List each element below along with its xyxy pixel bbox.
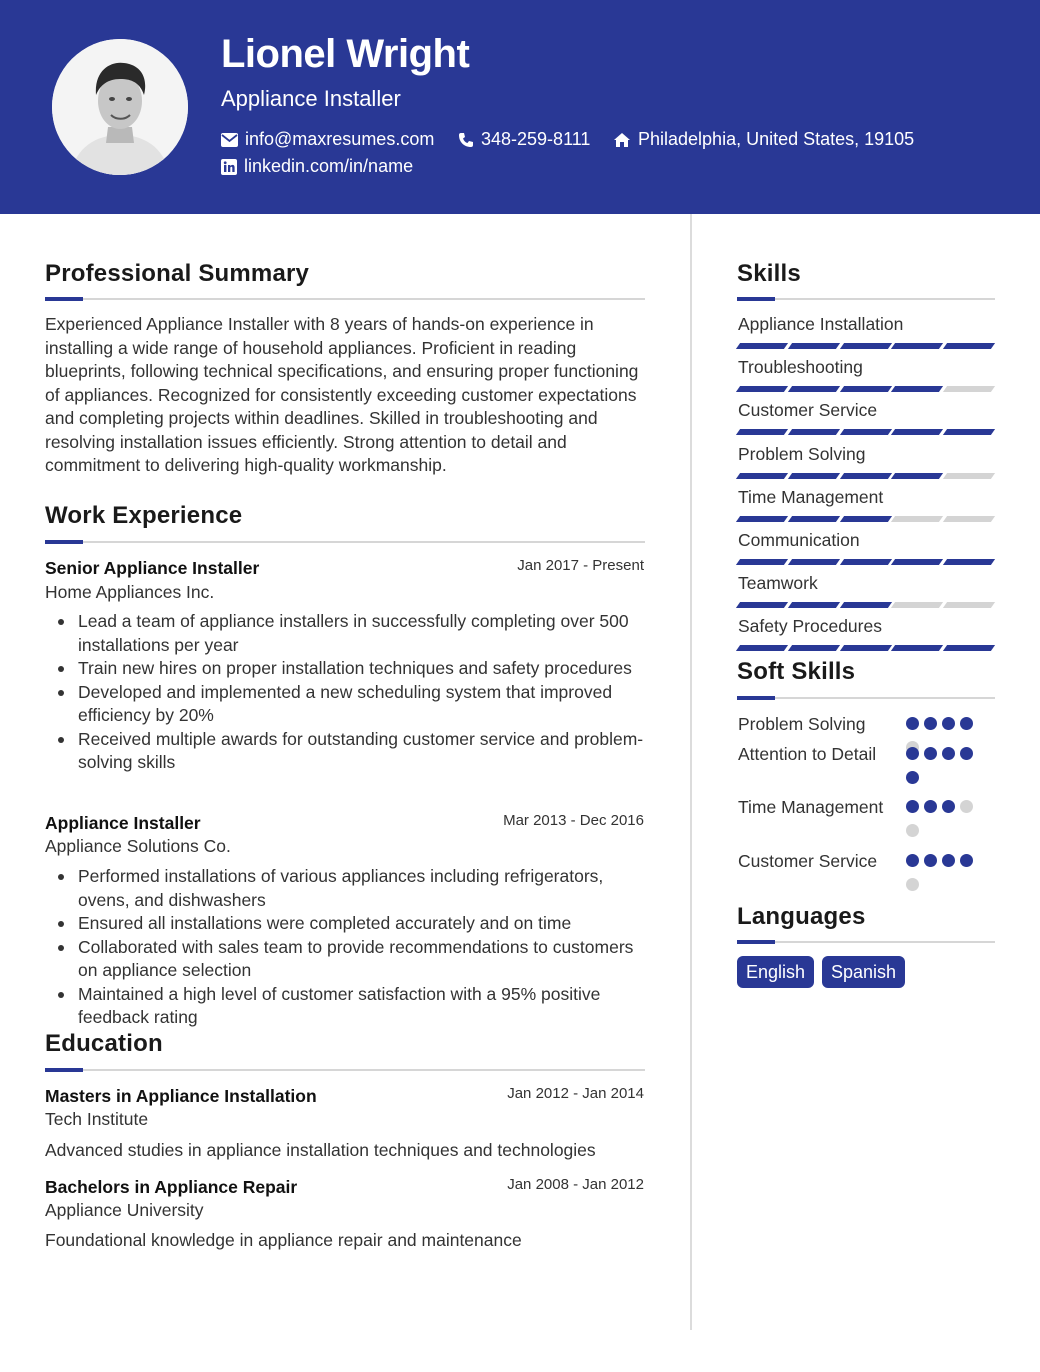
- skill-level-segment: [943, 645, 995, 651]
- skill-level-segment: [788, 386, 840, 392]
- skill-level-segment: [839, 429, 891, 435]
- skill-level-segment: [891, 473, 943, 479]
- summary-rule: [45, 298, 645, 300]
- column-divider: [690, 214, 692, 1330]
- education-heading: Education: [45, 1030, 163, 1057]
- linkedin-text[interactable]: linkedin.com/in/name: [244, 156, 414, 176]
- skill-level-segment: [788, 343, 840, 349]
- email-contact[interactable]: [221, 129, 434, 150]
- skill-level-segment: [943, 516, 995, 522]
- location-contact: [613, 129, 914, 150]
- rating-dot: [906, 747, 919, 760]
- skill-level-bar: [738, 559, 993, 565]
- rating-dot: [906, 717, 919, 730]
- job-title: Senior Appliance Installer: [45, 558, 260, 578]
- skill-level-segment: [736, 429, 788, 435]
- skill-level-segment: [736, 516, 788, 522]
- skills-heading: Skills: [737, 260, 801, 287]
- email-text[interactable]: info@maxresumes.com: [245, 129, 435, 149]
- skill-level-segment: [736, 602, 788, 608]
- rating-dot: [906, 854, 919, 867]
- soft-skill-name: Attention to Detail: [738, 744, 877, 764]
- candidate-name: Lionel Wright: [221, 32, 470, 76]
- skill-level-bar: [738, 645, 993, 651]
- soft-skills-heading: Soft Skills: [737, 658, 856, 685]
- languages-heading: Languages: [737, 903, 866, 930]
- list-item: Performed installations of various appliances including refrigerators, ovens, and dishwashers: [45, 865, 645, 912]
- degree-title: Bachelors in Appliance Repair: [45, 1177, 298, 1197]
- skill-level-segment: [943, 343, 995, 349]
- skill-level-segment: [839, 645, 891, 651]
- languages-rule: [737, 941, 995, 943]
- degree-dates: Jan 2012 - Jan 2014: [507, 1085, 644, 1102]
- skill-level-segment: [736, 343, 788, 349]
- experience-accent: [45, 540, 83, 544]
- soft-skills-rule: [737, 697, 995, 699]
- rating-dot: [960, 747, 973, 760]
- school-name: Appliance University: [45, 1200, 204, 1220]
- header-banner: [0, 0, 1040, 214]
- linkedin-icon: [221, 159, 237, 175]
- list-item: Train new hires on proper installation techniques and safety procedures: [45, 657, 645, 681]
- list-item: Received multiple awards for outstanding customer service and problem-solving skills: [45, 728, 645, 775]
- soft-skill-rating: [906, 747, 978, 784]
- job-dates: Mar 2013 - Dec 2016: [503, 812, 644, 829]
- skill-level-segment: [788, 602, 840, 608]
- rating-dot: [942, 800, 955, 813]
- skill-level-segment: [736, 645, 788, 651]
- degree-description: Advanced studies in appliance installation techniques and technologies: [45, 1140, 596, 1160]
- soft-skill-name: Time Management: [738, 797, 884, 817]
- skill-level-segment: [839, 516, 891, 522]
- linkedin-contact[interactable]: [221, 156, 413, 177]
- list-item: Developed and implemented a new scheduling system that improved efficiency by 20%: [45, 681, 645, 728]
- rating-dot: [942, 717, 955, 730]
- languages-accent: [737, 940, 775, 944]
- language-tag: Spanish: [822, 956, 905, 988]
- skill-level-segment: [943, 473, 995, 479]
- soft-skill-name: Problem Solving: [738, 714, 866, 734]
- skill-name: Safety Procedures: [738, 616, 882, 637]
- school-name: Tech Institute: [45, 1109, 149, 1129]
- soft-skill-rating: [906, 800, 978, 837]
- skill-level-bar: [738, 516, 993, 522]
- skill-level-segment: [736, 559, 788, 565]
- job-company: Home Appliances Inc.: [45, 582, 215, 602]
- language-tag: English: [737, 956, 814, 988]
- rating-dot: [924, 800, 937, 813]
- education-accent: [45, 1068, 83, 1072]
- rating-dot: [924, 854, 937, 867]
- skill-level-segment: [839, 473, 891, 479]
- soft-skill-name: Customer Service: [738, 851, 878, 871]
- skill-level-segment: [891, 516, 943, 522]
- education-rule: [45, 1069, 645, 1071]
- skill-level-segment: [891, 343, 943, 349]
- rating-dot: [906, 878, 919, 891]
- summary-heading: Professional Summary: [45, 260, 310, 287]
- skill-level-segment: [788, 645, 840, 651]
- skill-level-bar: [738, 473, 993, 479]
- degree-description: Foundational knowledge in appliance repair and maintenance: [45, 1230, 522, 1250]
- job-bullets: [45, 865, 645, 1030]
- list-item: Maintained a high level of customer satisfaction with a 95% positive feedback rating: [45, 983, 645, 1030]
- skill-level-segment: [788, 429, 840, 435]
- skills-accent: [737, 297, 775, 301]
- skill-level-segment: [736, 473, 788, 479]
- skill-name: Problem Solving: [738, 443, 866, 464]
- skill-name: Communication: [738, 530, 860, 550]
- location-text: Philadelphia, United States, 19105: [638, 129, 915, 149]
- degree-title: Masters in Appliance Installation: [45, 1086, 317, 1106]
- soft-skill-rating: [906, 854, 978, 891]
- skill-level-segment: [943, 559, 995, 565]
- skill-level-segment: [943, 602, 995, 608]
- job-title: Appliance Installer: [45, 813, 201, 833]
- rating-dot: [906, 800, 919, 813]
- phone-text[interactable]: 348-259-8111: [481, 129, 591, 149]
- skill-level-segment: [839, 343, 891, 349]
- degree-dates: Jan 2008 - Jan 2012: [507, 1176, 644, 1193]
- rating-dot: [906, 771, 919, 784]
- candidate-title: Appliance Installer: [221, 86, 401, 111]
- skill-level-segment: [839, 559, 891, 565]
- skill-level-segment: [839, 602, 891, 608]
- job-bullets: [45, 610, 645, 775]
- list-item: Lead a team of appliance installers in successfully completing over 500 installations per year: [45, 610, 645, 657]
- soft-skills-accent: [737, 696, 775, 700]
- rating-dot: [924, 747, 937, 760]
- envelope-icon: [221, 133, 238, 147]
- profile-photo: [52, 39, 188, 175]
- skill-level-segment: [788, 473, 840, 479]
- list-item: Collaborated with sales team to provide recommendations to customers on appliance selection: [45, 936, 645, 983]
- job-dates: Jan 2017 - Present: [517, 557, 644, 574]
- skill-level-segment: [736, 386, 788, 392]
- skill-level-segment: [839, 386, 891, 392]
- summary-accent: [45, 297, 83, 301]
- job-company: Appliance Solutions Co.: [45, 836, 231, 856]
- skill-name: Customer Service: [738, 400, 878, 421]
- skill-name: Teamwork: [738, 573, 818, 594]
- skill-level-bar: [738, 602, 993, 608]
- skill-level-segment: [943, 386, 995, 392]
- home-icon: [613, 132, 631, 148]
- skill-level-segment: [891, 645, 943, 651]
- phone-contact[interactable]: [458, 129, 590, 150]
- rating-dot: [906, 824, 919, 837]
- skill-level-segment: [891, 559, 943, 565]
- experience-heading: Work Experience: [45, 502, 243, 529]
- skill-level-segment: [891, 429, 943, 435]
- skill-level-segment: [891, 386, 943, 392]
- experience-rule: [45, 541, 645, 543]
- rating-dot: [942, 747, 955, 760]
- skill-name: Time Management: [738, 486, 884, 507]
- rating-dot: [924, 717, 937, 730]
- skill-level-segment: [891, 602, 943, 608]
- rating-dot: [960, 717, 973, 730]
- rating-dot: [960, 800, 973, 813]
- skills-rule: [737, 298, 995, 300]
- rating-dot: [960, 854, 973, 867]
- skill-level-bar: [738, 386, 993, 392]
- skill-level-bar: [738, 343, 993, 349]
- summary-text: Experienced Appliance Installer with 8 years of hands-on experience in installing a wide range of household appliances. Proficient in reading blueprints, following technical specifications, and ensuring proper functioning of appliances. Recognized for consistently exceeding customer expectations and completing projects within deadlines. Skilled in troubleshooting and resolving installation issues efficiently. Strong attention to detail and commitment to delivering high-quality workmanship.: [45, 314, 639, 475]
- phone-icon: [458, 132, 474, 148]
- skill-level-segment: [788, 559, 840, 565]
- skill-name: Appliance Installation: [738, 314, 904, 334]
- list-item: Ensured all installations were completed accurately and on time: [45, 912, 645, 936]
- skill-name: Troubleshooting: [738, 357, 863, 378]
- skill-level-bar: [738, 429, 993, 435]
- rating-dot: [942, 854, 955, 867]
- skill-level-segment: [788, 516, 840, 522]
- skill-level-segment: [943, 429, 995, 435]
